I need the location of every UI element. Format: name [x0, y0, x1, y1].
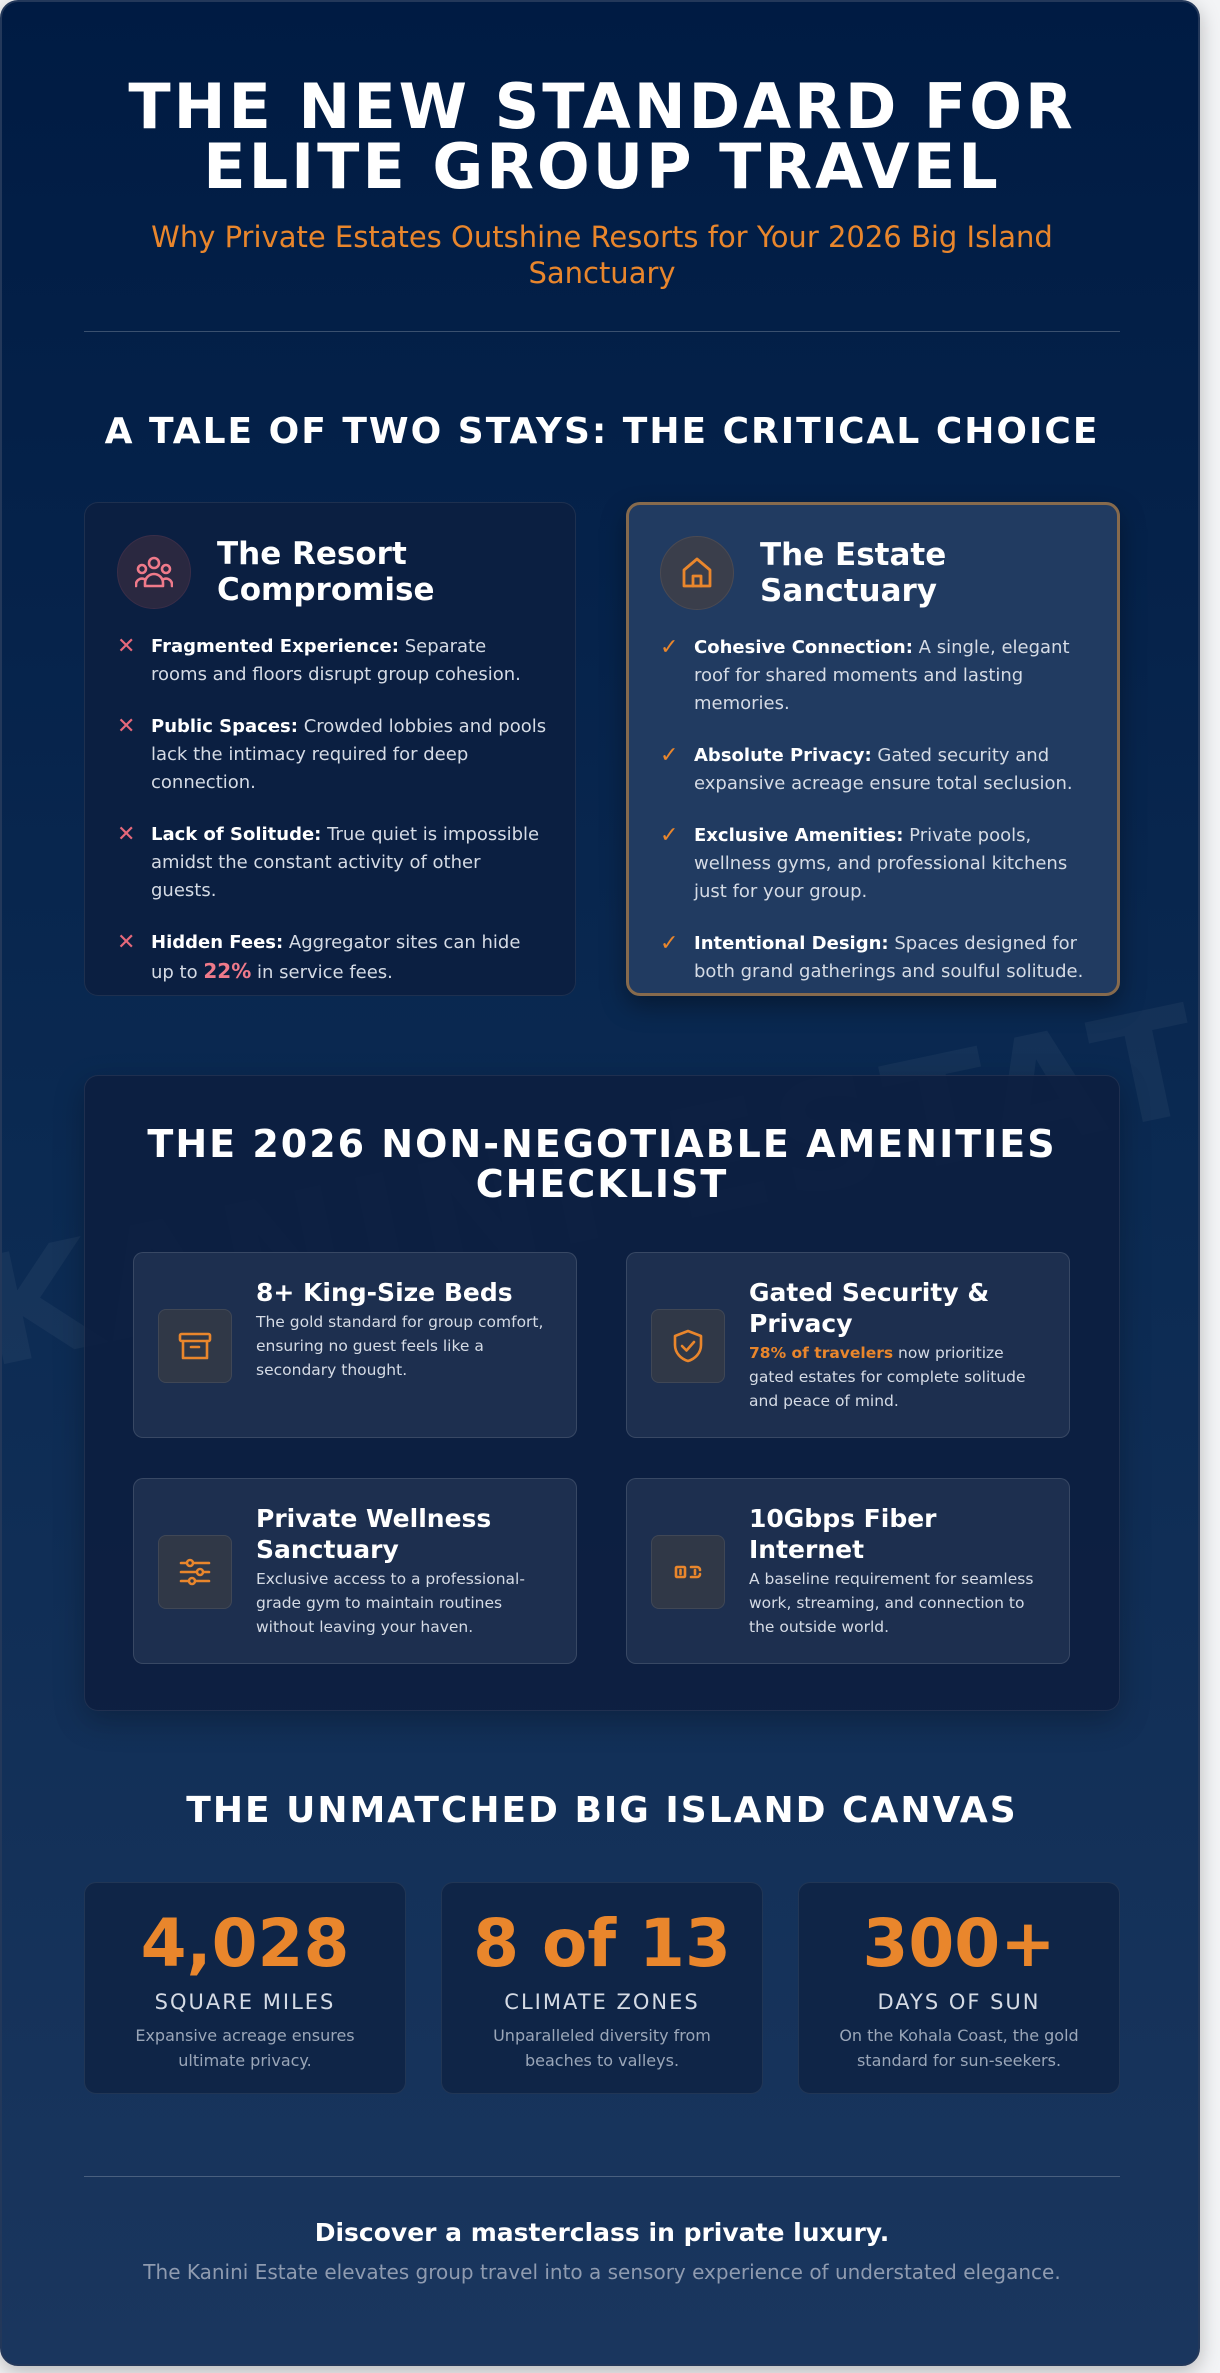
fiber-connection-icon [651, 1535, 725, 1609]
amenity-desc: A baseline requirement for seamless work, streaming, and connection to the outside world. [749, 1570, 1034, 1636]
amenity-name: Private Wellness Sanctuary [256, 1504, 492, 1564]
amenity-desc: The gold standard for group comfort, ensuring no guest feels like a secondary thought. [256, 1313, 544, 1379]
canvas-title: THE UNMATCHED BIG ISLAND CANVAS [186, 1790, 1018, 1831]
amenity-desc: 78% of travelers now prioritize gated estates for complete solitude and peace of mind. [749, 1344, 1026, 1410]
stat-label: CLIMATE ZONES [504, 1990, 700, 2014]
amenity-name: 8+ King-Size Beds [256, 1278, 513, 1307]
stat-value: 4,028 [140, 1905, 350, 1982]
archive-box-icon [158, 1309, 232, 1383]
stat-desc: Unparalleled diversity from beaches to valleys. [493, 2026, 711, 2070]
resort-card [84, 502, 576, 996]
stat-value: 300+ [862, 1905, 1056, 1982]
list-item: ✕ Fragmented Experience: Separate rooms and floors disrupt group cohesion. [117, 633, 547, 689]
footer-headline: Discover a masterclass in private luxury. [314, 2218, 890, 2247]
amenities-panel [84, 1075, 1120, 1711]
stat-label: SQUARE MILES [154, 1990, 336, 2014]
stat-value: 8 of 13 [473, 1905, 731, 1982]
title-line-2: ELITE GROUP TRAVEL [203, 130, 1001, 203]
amenity-card-beds [133, 1252, 577, 1438]
list-item: ✓ Cohesive Connection: A single, elegant roof for shared moments and lasting memories. [660, 634, 1100, 718]
cross-icon: ✕ [117, 634, 136, 659]
stat-desc: On the Kohala Coast, the gold standard for sun-seekers. [839, 2026, 1079, 2070]
cross-icon: ✕ [117, 822, 136, 847]
list-item: ✕ Hidden Fees: Aggregator sites can hide up to 22% in service fees. [117, 929, 547, 987]
check-icon: ✓ [660, 635, 679, 660]
check-icon: ✓ [660, 743, 679, 768]
footer-divider [84, 2176, 1120, 2177]
amenities-title: THE 2026 NON-NEGOTIABLE AMENITIES CHECKLIST [147, 1122, 1057, 1206]
cross-icon: ✕ [117, 714, 136, 739]
footer-subtext: The Kanini Estate elevates group travel into a sensory experience of understated elegance. [143, 2260, 1061, 2284]
estate-card [626, 502, 1120, 996]
cross-icon: ✕ [117, 930, 136, 955]
list-item: ✓ Exclusive Amenities: Private pools, wellness gyms, and professional kitchens just for your group. [660, 822, 1100, 906]
stat-desc: Expansive acreage ensures ultimate privacy. [135, 2026, 355, 2070]
stat-card-square-miles [84, 1882, 406, 2094]
title-line-1: THE NEW STANDARD FOR [128, 70, 1076, 143]
list-item: ✕ Public Spaces: Crowded lobbies and pools lack the intimacy required for deep connection. [117, 713, 547, 797]
fee-percentage: 22% [203, 959, 252, 983]
resort-card-title: The Resort Compromise [217, 536, 435, 608]
amenity-card-security [626, 1252, 1070, 1438]
stat-card-days-of-sun [798, 1882, 1120, 2094]
page-title [84, 70, 1120, 203]
amenity-card-wellness [133, 1478, 577, 1664]
comparison-title: A TALE OF TWO STAYS: THE CRITICAL CHOICE [104, 411, 1100, 452]
page-subtitle: Why Private Estates Outshine Resorts for Your 2026 Big Island Sanctuary [151, 220, 1053, 290]
list-item: ✕ Lack of Solitude: True quiet is impossible amidst the constant activity of other guests. [117, 821, 547, 905]
house-icon [660, 536, 734, 610]
estate-bullets [660, 634, 1100, 1010]
resort-bullets [117, 633, 547, 1011]
amenity-name: Gated Security & Privacy [749, 1278, 990, 1338]
people-group-icon [117, 535, 191, 609]
header-divider [84, 331, 1120, 332]
sliders-icon [158, 1535, 232, 1609]
shield-check-icon [651, 1309, 725, 1383]
check-icon: ✓ [660, 931, 679, 956]
travelers-stat: 78% of travelers [749, 1344, 894, 1362]
amenity-name: 10Gbps Fiber Internet [749, 1504, 937, 1564]
stat-label: DAYS OF SUN [877, 1990, 1041, 2014]
amenity-card-internet [626, 1478, 1070, 1664]
estate-card-title: The Estate Sanctuary [760, 537, 947, 609]
amenity-desc: Exclusive access to a professional-grade gym to maintain routines without leaving your haven. [256, 1570, 525, 1636]
header [84, 70, 1120, 291]
check-icon: ✓ [660, 823, 679, 848]
stat-card-climate-zones [441, 1882, 763, 2094]
list-item: ✓ Intentional Design: Spaces designed for both grand gatherings and soulful solitude. [660, 930, 1100, 986]
list-item: ✓ Absolute Privacy: Gated security and expansive acreage ensure total seclusion. [660, 742, 1100, 798]
